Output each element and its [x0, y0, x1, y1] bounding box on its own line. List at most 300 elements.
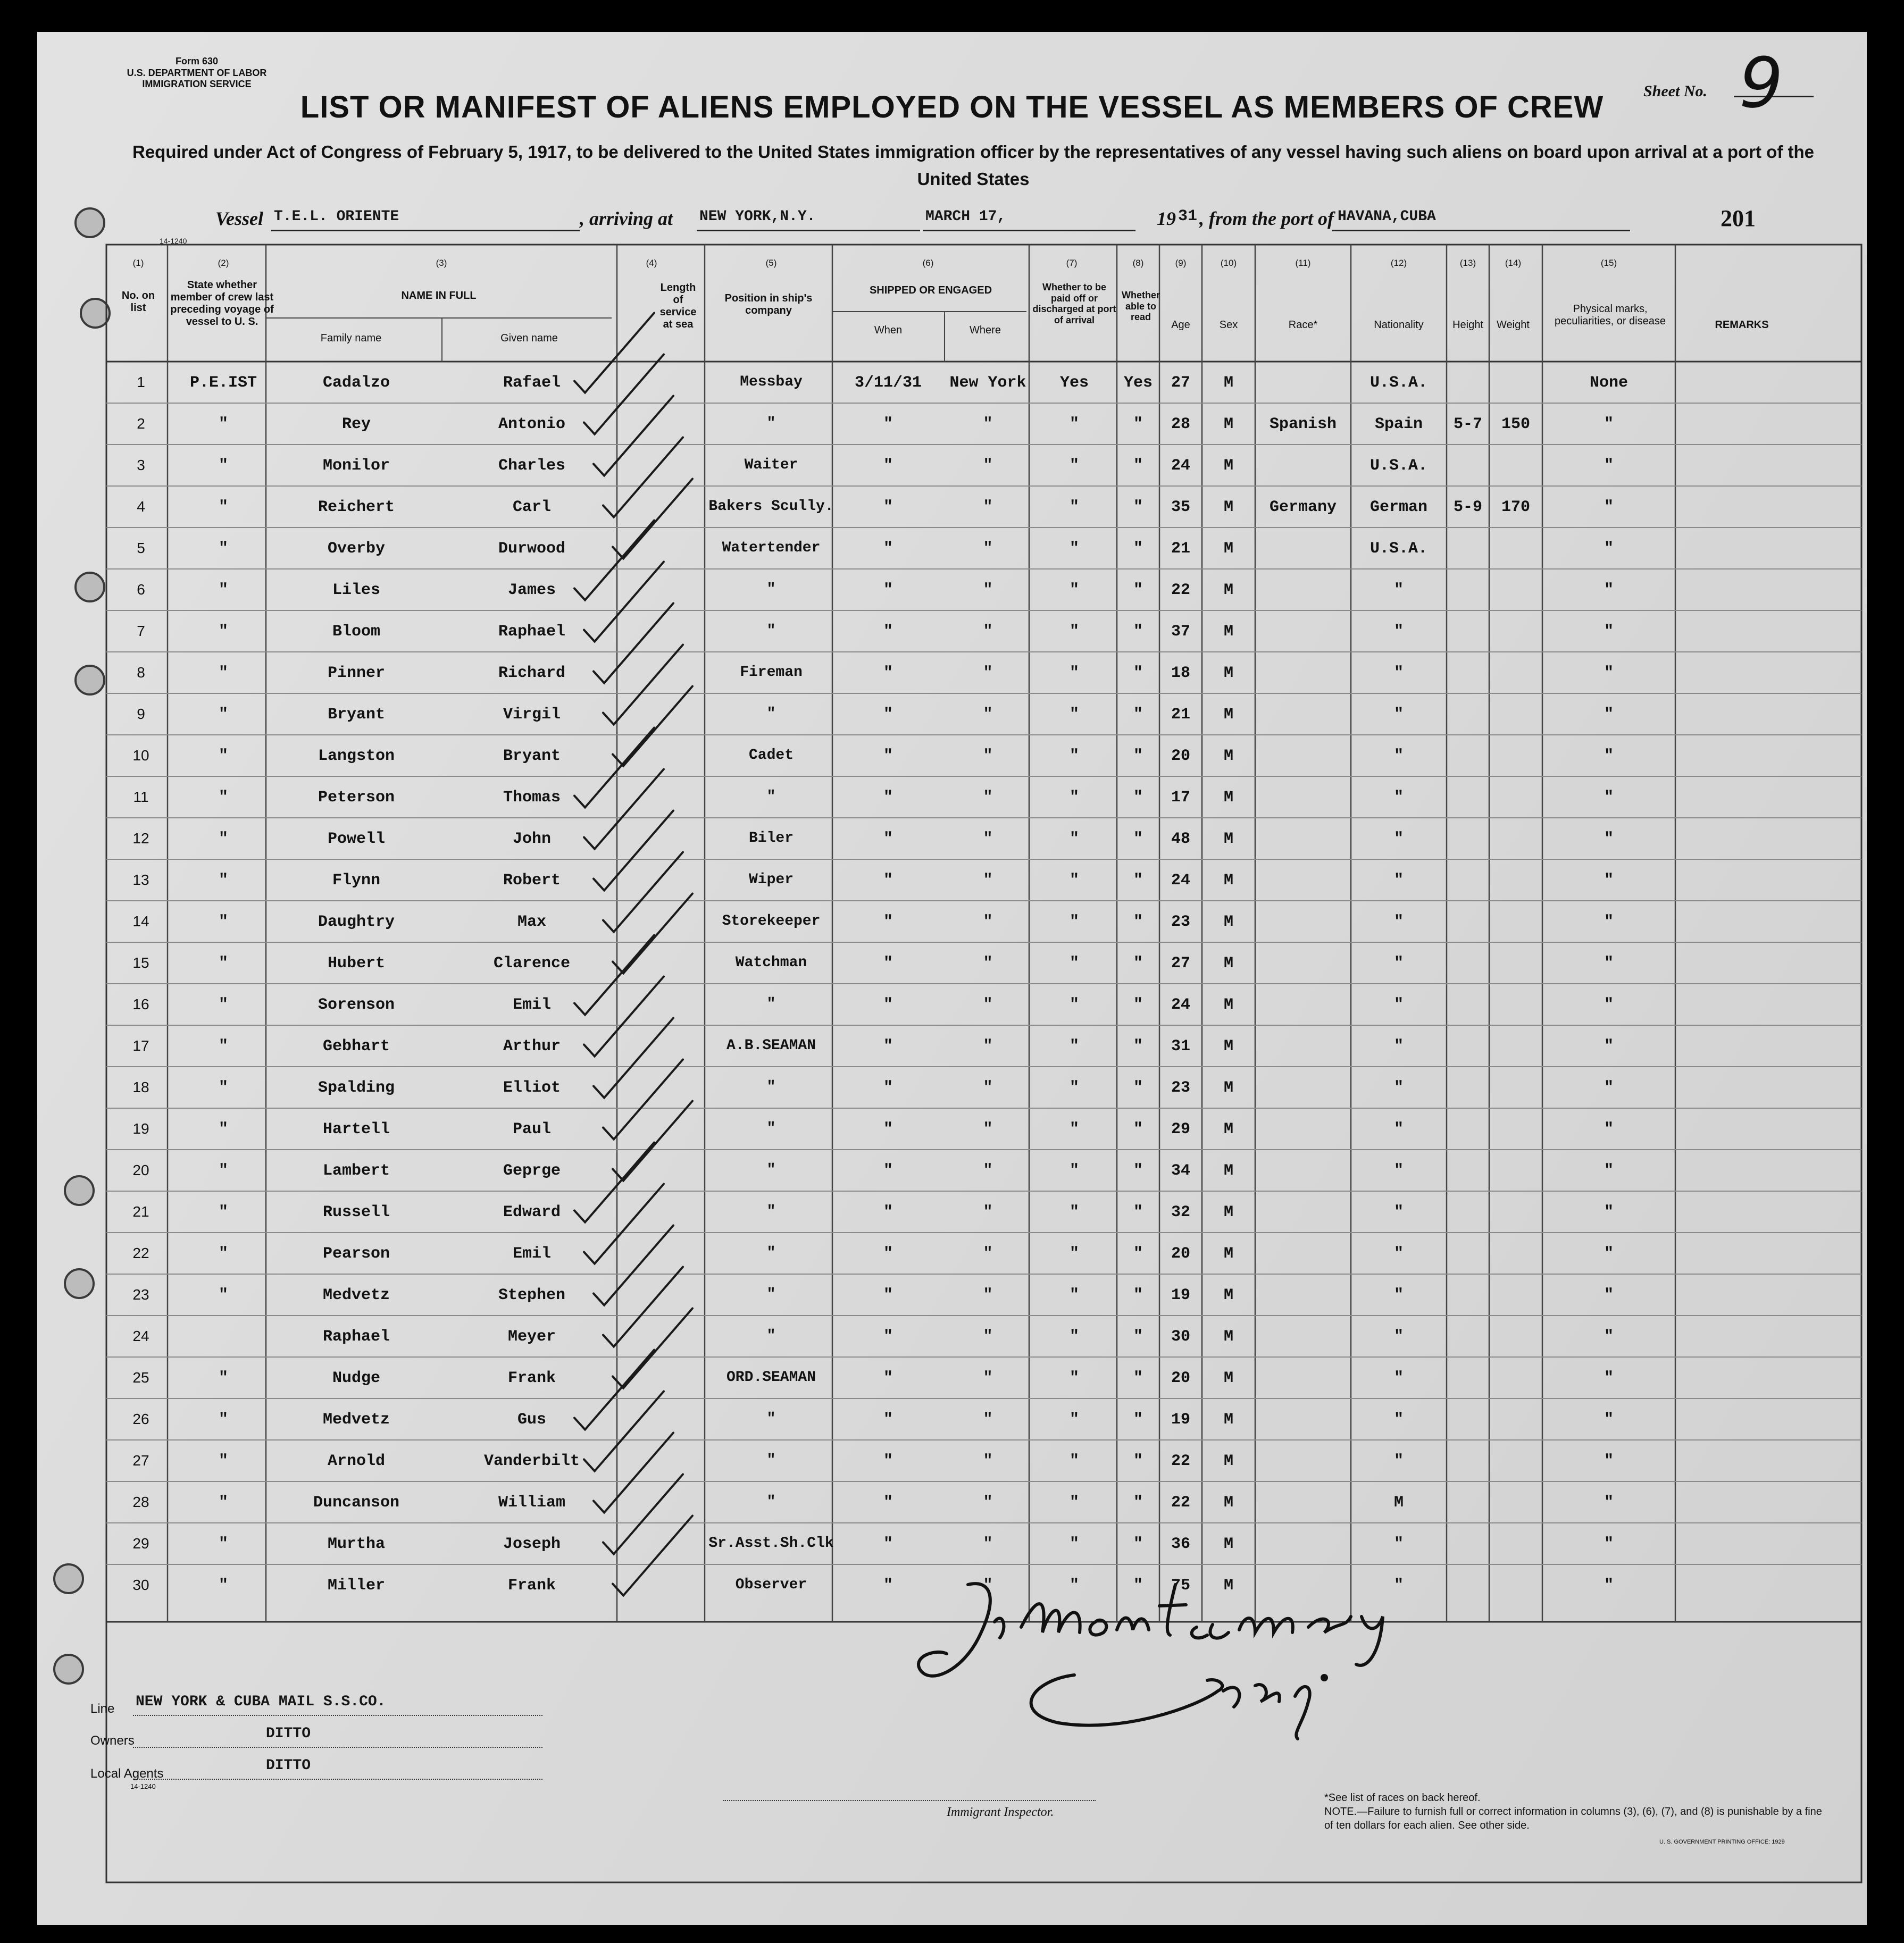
cell-when: " [883, 706, 893, 724]
cell-family: Gebhart [322, 1037, 390, 1056]
cell-nationality: " [1393, 1120, 1404, 1138]
cell-when: " [883, 1079, 893, 1097]
cell-paid: " [1069, 1162, 1079, 1180]
cell-paid: " [1069, 747, 1079, 765]
cell-no: 13 [132, 872, 149, 888]
table-row [37, 1067, 1867, 1108]
cell-read: Yes [1123, 374, 1153, 392]
cell-position: Cadet [748, 747, 794, 764]
cell-given: Emil [512, 1245, 551, 1263]
year-prefix: 19 [1157, 208, 1176, 229]
cell-sex: M [1223, 872, 1233, 890]
cell-paid: " [1069, 1577, 1079, 1595]
cell-read: " [1133, 1411, 1143, 1429]
cell-when: " [883, 664, 893, 682]
table-row [37, 1233, 1867, 1274]
cell-given: Stephen [498, 1286, 566, 1304]
table-row [37, 445, 1867, 486]
cell-paid: " [1069, 457, 1079, 475]
cell-when: " [883, 1369, 893, 1387]
cell-read: " [1133, 954, 1143, 973]
table-row [37, 735, 1867, 776]
cell-race: Spanish [1269, 415, 1337, 433]
cell-no: 1 [137, 374, 145, 390]
sheet-number: 9 [1739, 43, 1783, 123]
cell-age: 19 [1171, 1411, 1190, 1429]
cell-physical: " [1604, 954, 1614, 973]
cell-position: " [766, 1286, 776, 1303]
cell-paid: " [1069, 1286, 1079, 1304]
cell-nationality: U.S.A. [1369, 540, 1428, 558]
table-row [37, 1481, 1867, 1523]
cell-prev: " [218, 623, 228, 641]
cell-where: " [983, 1120, 993, 1138]
cell-paid: " [1069, 1369, 1079, 1387]
cell-given: Max [517, 913, 546, 931]
cell-read: " [1133, 913, 1143, 931]
col-num-6: (6) [922, 258, 934, 268]
cell-position: " [766, 706, 776, 722]
cell-position: " [766, 1203, 776, 1220]
cell-sex: M [1223, 374, 1233, 392]
cell-position: Storekeeper [722, 913, 821, 929]
cell-position: Watchman [735, 954, 807, 971]
line-value: NEW YORK & CUBA MAIL S.S.CO. [136, 1694, 386, 1710]
cell-prev: " [218, 1037, 228, 1056]
cell-read: " [1133, 789, 1143, 807]
cell-where: " [983, 747, 993, 765]
cell-read: " [1133, 1079, 1143, 1097]
cell-when: " [883, 623, 893, 641]
cell-where: " [983, 415, 993, 433]
cell-no: 19 [132, 1120, 149, 1137]
cell-family: Duncanson [313, 1494, 400, 1512]
cell-sex: M [1223, 540, 1233, 558]
cell-age: 27 [1171, 374, 1190, 392]
cell-where: " [983, 1286, 993, 1304]
cell-given: James [507, 581, 556, 599]
cell-given: Richard [498, 664, 566, 682]
table-row [37, 1523, 1867, 1564]
cell-given: Clarence [493, 954, 571, 973]
cell-position: Watertender [722, 540, 821, 556]
cell-age: 28 [1171, 415, 1190, 433]
cell-sex: M [1223, 706, 1233, 724]
stamp-number: 201 [1721, 205, 1756, 231]
cell-paid: " [1069, 623, 1079, 641]
cell-no: 26 [132, 1411, 149, 1427]
cell-prev: " [218, 1411, 228, 1429]
cell-when: " [883, 415, 893, 433]
cell-family: Liles [332, 581, 380, 599]
cell-paid: " [1069, 706, 1079, 724]
cell-age: 27 [1171, 954, 1190, 973]
cell-position: " [766, 789, 776, 805]
table-row [37, 859, 1867, 901]
cell-family: Lambert [322, 1162, 390, 1180]
table-row [37, 776, 1867, 818]
cell-nationality: " [1393, 1162, 1404, 1180]
cell-prev: " [218, 457, 228, 475]
cell-family: Sorenson [318, 996, 395, 1014]
col-num-13: (13) [1459, 258, 1476, 268]
cell-given: Charles [498, 457, 566, 475]
cell-position: Bakers Scully. [708, 498, 834, 515]
cell-position: ORD.SEAMAN [726, 1369, 816, 1386]
cell-family: Flynn [332, 872, 380, 890]
cell-nationality: " [1393, 789, 1404, 807]
cell-prev: " [218, 1162, 228, 1180]
cell-physical: " [1604, 581, 1614, 599]
cell-read: " [1133, 415, 1143, 433]
cell-sex: M [1223, 457, 1233, 475]
cell-position: Biler [748, 830, 794, 847]
cell-age: 18 [1171, 664, 1190, 682]
col-num-1: (1) [132, 258, 144, 268]
cell-no: 14 [132, 913, 149, 929]
cell-sex: M [1223, 1577, 1233, 1595]
cell-given: Raphael [498, 623, 566, 641]
cell-family: Miller [327, 1577, 386, 1595]
col-num-9: (9) [1175, 258, 1187, 268]
owners-underline [133, 1747, 542, 1748]
cell-prev: P.E.IST [189, 374, 257, 392]
cell-sex: M [1223, 1494, 1233, 1512]
cell-where: " [983, 1162, 993, 1180]
cell-family: Hartell [322, 1120, 390, 1138]
col-num-12: (12) [1390, 258, 1407, 268]
cell-when: " [883, 498, 893, 516]
cell-where: " [983, 581, 993, 599]
cell-when: " [883, 1162, 893, 1180]
cell-weight: 150 [1501, 415, 1530, 433]
cell-given: Geprge [503, 1162, 561, 1180]
cell-no: 2 [137, 415, 145, 432]
cell-age: 20 [1171, 1369, 1190, 1387]
cell-age: 24 [1171, 872, 1190, 890]
cell-where: " [983, 1079, 993, 1097]
cell-age: 29 [1171, 1120, 1190, 1138]
cell-physical: " [1604, 498, 1614, 516]
cell-given: Joseph [503, 1535, 561, 1553]
cell-read: " [1133, 1452, 1143, 1470]
cell-where: " [983, 540, 993, 558]
cell-where: " [983, 1369, 993, 1387]
cell-sex: M [1223, 954, 1233, 973]
cell-when: " [883, 1120, 893, 1138]
table-row [37, 1150, 1867, 1191]
cell-nationality: " [1393, 996, 1404, 1014]
col-num-15: (15) [1600, 258, 1617, 268]
cell-nationality: " [1393, 954, 1404, 973]
cell-given: John [512, 830, 551, 848]
cell-family: Rey [341, 415, 371, 433]
cell-when: " [883, 581, 893, 599]
cell-when: " [883, 872, 893, 890]
cell-prev: " [218, 913, 228, 931]
cell-read: " [1133, 1120, 1143, 1138]
cell-position: " [766, 1452, 776, 1469]
cell-paid: " [1069, 913, 1079, 931]
cell-given: Gus [517, 1411, 546, 1429]
cell-no: 18 [132, 1079, 149, 1095]
cell-where: " [983, 830, 993, 848]
cell-age: 35 [1171, 498, 1190, 516]
cell-read: " [1133, 747, 1143, 765]
cell-paid: " [1069, 1037, 1079, 1056]
cell-given: Paul [512, 1120, 551, 1138]
cell-read: " [1133, 706, 1143, 724]
cell-sex: M [1223, 1079, 1233, 1097]
cell-height: 5-7 [1453, 415, 1482, 433]
cell-position: Waiter [744, 457, 798, 473]
cell-position: " [766, 1079, 776, 1095]
cell-when: " [883, 1203, 893, 1221]
cell-paid: " [1069, 540, 1079, 558]
cell-given: Thomas [503, 789, 561, 807]
cell-prev: " [218, 1577, 228, 1595]
cell-when: " [883, 1245, 893, 1263]
hdr-length-service: Length of service at sea [659, 282, 697, 330]
page-title: LIST OR MANIFEST OF ALIENS EMPLOYED ON THE VESSEL AS MEMBERS OF CREW [300, 90, 1604, 124]
cell-nationality: " [1393, 1286, 1404, 1304]
cell-family: Arnold [327, 1452, 386, 1470]
cell-position: Sr.Asst.Sh.Clk [708, 1535, 834, 1552]
cell-when: 3/11/31 [854, 374, 922, 392]
form-number: Form 630 [175, 56, 219, 66]
table-row [37, 942, 1867, 984]
cell-physical: " [1604, 996, 1614, 1014]
cell-position: " [766, 581, 776, 598]
table-row [37, 693, 1867, 735]
cell-sex: M [1223, 1245, 1233, 1263]
cell-prev: " [218, 747, 228, 765]
cell-position: " [766, 415, 776, 432]
cell-given: Antonio [498, 415, 566, 433]
cell-given: Carl [512, 498, 551, 516]
cell-when: " [883, 1494, 893, 1512]
cell-family: Pearson [322, 1245, 390, 1263]
cell-prev: " [218, 830, 228, 848]
cell-nationality: " [1393, 1411, 1404, 1429]
hdr-no-on-list: No. on list [121, 290, 155, 314]
arrival-date: MARCH 17, [925, 208, 1006, 225]
cell-paid: " [1069, 872, 1079, 890]
cell-sex: M [1223, 789, 1233, 807]
cell-read: " [1133, 1162, 1143, 1180]
cell-no: 28 [132, 1494, 149, 1510]
cell-paid: " [1069, 498, 1079, 516]
cell-physical: " [1604, 1037, 1614, 1056]
form-department: U.S. DEPARTMENT OF LABOR [127, 67, 267, 78]
cell-sex: M [1223, 415, 1233, 433]
cell-where: " [983, 1535, 993, 1553]
cell-given: Frank [507, 1577, 556, 1595]
cell-position: " [766, 1120, 776, 1137]
cell-physical: " [1604, 830, 1614, 848]
cell-prev: " [218, 706, 228, 724]
table-row [37, 362, 1867, 403]
cell-no: 22 [132, 1245, 149, 1261]
col-num-4: (4) [646, 258, 657, 268]
inspector-label: Immigrant Inspector. [947, 1805, 1054, 1819]
cell-given: William [498, 1494, 566, 1512]
vessel-name: T.E.L. ORIENTE [274, 208, 399, 225]
cell-given: Emil [512, 996, 551, 1014]
cell-physical: " [1604, 1452, 1614, 1470]
cell-family: Hubert [327, 954, 386, 973]
cell-nationality: Spain [1374, 415, 1423, 433]
cell-physical: " [1604, 913, 1614, 931]
cell-prev: " [218, 1494, 228, 1512]
cell-prev: " [218, 1286, 228, 1304]
cell-read: " [1133, 623, 1143, 641]
cell-age: 24 [1171, 996, 1190, 1014]
inspector-signature [899, 1563, 1484, 1776]
hdr-race: Race* [1288, 319, 1318, 331]
cell-physical: " [1604, 540, 1614, 558]
cell-nationality: " [1393, 1535, 1404, 1553]
cell-sex: M [1223, 1120, 1233, 1138]
cell-physical: " [1604, 1577, 1614, 1595]
cell-no: 23 [132, 1286, 149, 1303]
cell-age: 31 [1171, 1037, 1190, 1056]
cell-nationality: " [1393, 623, 1404, 641]
cell-when: " [883, 996, 893, 1014]
col-num-8: (8) [1132, 258, 1144, 268]
cell-family: Nudge [332, 1369, 380, 1387]
cell-sex: M [1223, 1037, 1233, 1056]
cell-family: Bryant [327, 706, 386, 724]
cell-when: " [883, 1328, 893, 1346]
cell-paid: Yes [1059, 374, 1089, 392]
cell-physical: " [1604, 1203, 1614, 1221]
cell-physical: " [1604, 1411, 1614, 1429]
cell-given: Rafael [503, 374, 561, 392]
cell-nationality: U.S.A. [1369, 457, 1428, 475]
cell-no: 17 [132, 1037, 149, 1054]
cell-nationality: " [1393, 706, 1404, 724]
cell-age: 21 [1171, 706, 1190, 724]
cell-nationality: U.S.A. [1369, 374, 1428, 392]
cell-sex: M [1223, 830, 1233, 848]
cell-read: " [1133, 1535, 1143, 1553]
table-row [37, 403, 1867, 445]
line-underline [133, 1715, 542, 1716]
cell-physical: " [1604, 789, 1614, 807]
cell-when: " [883, 1411, 893, 1429]
cell-no: 27 [132, 1452, 149, 1469]
cell-family: Cadalzo [322, 374, 390, 392]
cell-where: " [983, 498, 993, 516]
cell-physical: None [1589, 374, 1628, 392]
cell-position: A.B.SEAMAN [726, 1037, 816, 1054]
cell-no: 7 [137, 623, 145, 639]
cell-prev: " [218, 581, 228, 599]
cell-family: Medvetz [322, 1411, 390, 1429]
page-subtitle: Required under Act of Congress of February 5, 1917, to be delivered to the United States immigration officer by the representatives of any vessel having such aliens on board upon arrival at a port of the United States [132, 142, 1814, 189]
cell-read: " [1133, 1494, 1143, 1512]
cell-age: 48 [1171, 830, 1190, 848]
cell-nationality: " [1393, 913, 1404, 931]
cell-when: " [883, 457, 893, 475]
cell-position: " [766, 1328, 776, 1344]
cell-paid: " [1069, 1411, 1079, 1429]
cell-physical: " [1604, 1245, 1614, 1263]
cell-where: " [983, 706, 993, 724]
table-row [37, 610, 1867, 652]
hdr-paid-off: Whether to be paid off or discharged at port of arrival [1032, 282, 1116, 326]
cell-read: " [1133, 1037, 1143, 1056]
hdr-age: Age [1171, 319, 1190, 331]
cell-where: " [983, 872, 993, 890]
cell-age: 21 [1171, 540, 1190, 558]
arriving-label: , arriving at [580, 208, 673, 229]
cell-paid: " [1069, 954, 1079, 973]
hdr-able-read: Whether able to read [1122, 290, 1160, 323]
cell-prev: " [218, 1452, 228, 1470]
cell-no: 25 [132, 1369, 149, 1386]
cell-read: " [1133, 1286, 1143, 1304]
cell-where: " [983, 1203, 993, 1221]
owners-label: Owners [90, 1733, 135, 1748]
cell-nationality: German [1369, 498, 1428, 516]
cell-physical: " [1604, 415, 1614, 433]
col-num-7: (7) [1066, 258, 1078, 268]
table-row [37, 1440, 1867, 1481]
table-row [37, 652, 1867, 693]
cell-prev: " [218, 415, 228, 433]
cell-prev: " [218, 498, 228, 516]
cell-nationality: " [1393, 1079, 1404, 1097]
col-num-2: (2) [218, 258, 229, 268]
cell-prev: " [218, 1535, 228, 1553]
cell-paid: " [1069, 1120, 1079, 1138]
form-service: IMMIGRATION SERVICE [142, 79, 252, 90]
form-code: 14-1240 [160, 237, 187, 245]
cell-when: " [883, 913, 893, 931]
cell-given: Meyer [507, 1328, 556, 1346]
cell-family: Overby [327, 540, 386, 558]
cell-where: New York [949, 374, 1026, 392]
hdr-name-in-full: NAME IN FULL [401, 290, 477, 302]
cell-age: 23 [1171, 1079, 1190, 1097]
cell-given: Arthur [503, 1037, 561, 1056]
cell-family: Raphael [322, 1328, 390, 1346]
cell-read: " [1133, 581, 1143, 599]
cell-prev: " [218, 789, 228, 807]
cell-read: " [1133, 540, 1143, 558]
cell-sex: M [1223, 498, 1233, 516]
cell-paid: " [1069, 1245, 1079, 1263]
cell-family: Peterson [318, 789, 395, 807]
hdr-height: Height [1452, 319, 1483, 331]
cell-physical: " [1604, 1369, 1614, 1387]
cell-family: Russell [322, 1203, 390, 1221]
cell-where: " [983, 996, 993, 1014]
cell-given: Virgil [503, 706, 561, 724]
cell-physical: " [1604, 664, 1614, 682]
cell-where: " [983, 1037, 993, 1056]
cell-given: Elliot [503, 1079, 561, 1097]
cell-read: " [1133, 664, 1143, 682]
cell-when: " [883, 1037, 893, 1056]
cell-given: Edward [503, 1203, 561, 1221]
cell-prev: " [218, 996, 228, 1014]
table-row [37, 901, 1867, 942]
cell-given: Bryant [503, 747, 561, 765]
cell-weight: 170 [1501, 498, 1530, 516]
